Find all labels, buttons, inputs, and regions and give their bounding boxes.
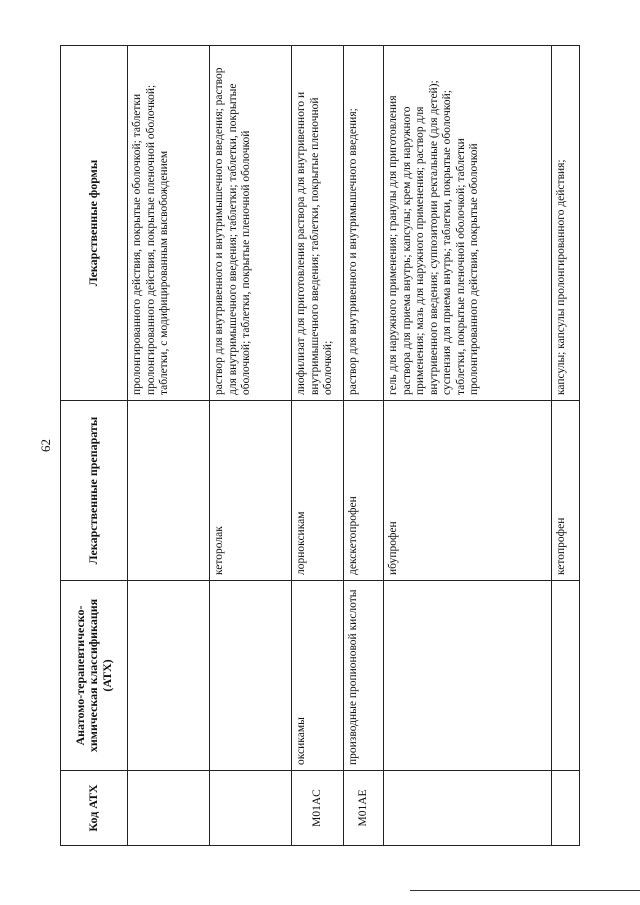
table-row <box>292 46 344 846</box>
cell-drug: декскетопрофен <box>344 401 384 581</box>
cell-drug: кеторолак <box>210 401 292 581</box>
table-row <box>344 46 384 846</box>
table-row <box>128 46 210 846</box>
cell-forms: гель для наружного применения; гранулы для приготовления раствора для приема внутрь; капсулы; крем для наружного применения; мазь для наружного применения; раствор для внутривенного введения; суппозитории ректальные (для детей); суспензия для приема внутрь; таблетки, покрытые оболочкой; таблетки, покрытые пленочной оболочкой; таблетки пролонгированного действия, покрытые оболочкой <box>384 46 552 401</box>
table-row <box>384 46 552 846</box>
page-number: 62 <box>38 439 53 452</box>
cell-classification <box>552 581 580 771</box>
cell-drug: лорноксикам <box>292 401 344 581</box>
cell-forms: капсулы; капсулы пролонгированного действия; <box>552 46 580 401</box>
cell-forms: раствор для внутривенного и внутримышечного введения; раствор для внутримышечного введения; таблетки; таблетки, покрытые оболочкой; таблетки, покрытые пленочной оболочкой <box>210 46 292 401</box>
table-header-row <box>61 46 128 846</box>
cell-drug: ибупрофен <box>384 401 552 581</box>
cell-code <box>128 771 210 846</box>
cell-classification <box>210 581 292 771</box>
cell-drug <box>128 401 210 581</box>
header-classification: Анатомо-терапевтическо-химическая классификация (АТХ) <box>61 581 128 771</box>
header-forms: Лекарственные формы <box>61 46 128 401</box>
cell-code: M01AC <box>292 771 344 846</box>
cell-code <box>552 771 580 846</box>
cell-forms: лиофилизат для приготовления раствора для внутривенного и внутримышечного введения; таблетки, покрытые пленочной оболочкой; <box>292 46 344 401</box>
drug-table <box>60 45 580 846</box>
page-bottom-rule <box>410 890 640 891</box>
header-drugs: Лекарственные препараты <box>61 401 128 581</box>
cell-classification: производные пропионовой кислоты <box>344 581 384 771</box>
cell-forms: раствор для внутривенного и внутримышечного введения; <box>344 46 384 401</box>
rotated-page-content <box>60 46 580 846</box>
table-row <box>552 46 580 846</box>
cell-drug: кетопрофен <box>552 401 580 581</box>
cell-code: M01AE <box>344 771 384 846</box>
cell-forms: пролонгированного действия, покрытые оболочкой; таблетки пролонгированного действия, покрытые пленочной оболочкой; таблетки, с модифицированным высвобождением <box>128 46 210 401</box>
table-row <box>210 46 292 846</box>
cell-classification <box>384 581 552 771</box>
header-code: Код АТХ <box>61 771 128 846</box>
cell-classification: оксикамы <box>292 581 344 771</box>
cell-code <box>210 771 292 846</box>
cell-classification <box>128 581 210 771</box>
cell-code <box>384 771 552 846</box>
